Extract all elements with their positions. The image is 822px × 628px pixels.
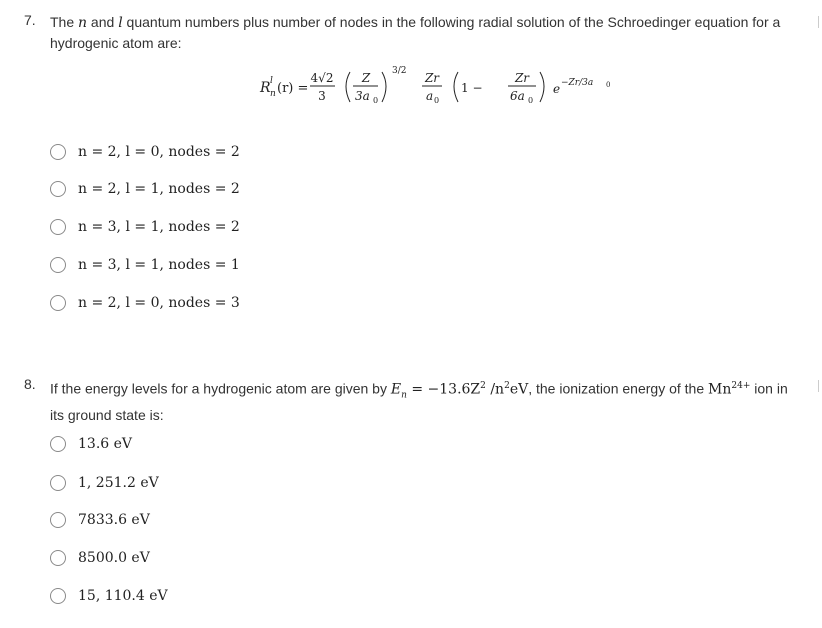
question-number: 8. [24, 376, 36, 392]
radio-button[interactable] [50, 257, 66, 273]
frac3-numerator: Zr [514, 71, 530, 85]
math-subscript: n [401, 390, 407, 401]
answer-option-4[interactable] [50, 550, 150, 566]
option-label: 15, 110.4 eV [78, 588, 168, 604]
left-paren [346, 72, 350, 102]
answer-option-2[interactable] [50, 475, 159, 491]
radio-button[interactable] [50, 436, 66, 452]
answer-option-3[interactable] [50, 512, 150, 528]
option-label: n = 2, l = 0, nodes = 2 [78, 144, 240, 160]
answer-option-3[interactable] [50, 219, 240, 235]
frac2-numerator: Zr [424, 71, 440, 85]
text-segment: ion in [750, 380, 788, 397]
left-paren [454, 72, 458, 102]
text-segment: quantum numbers plus number of nodes in the following radial solution of the Schroedinger equation for a [122, 14, 781, 30]
exponent: −Zr/3a [561, 78, 594, 88]
math-ion-charge: 24+ [731, 381, 751, 391]
radio-button[interactable] [50, 144, 66, 160]
one-minus: 1 − [461, 81, 483, 95]
exponent-sub: 0 [606, 81, 611, 89]
frac1-denominator: 3a [355, 89, 370, 103]
math-superscript: 2 [480, 381, 486, 391]
math-unit: eV [509, 381, 529, 398]
text-segment: , the ionization energy of the [528, 380, 709, 397]
frac3-denominator-sub: 0 [528, 96, 534, 105]
radio-button[interactable] [50, 181, 66, 197]
option-label: n = 3, l = 1, nodes = 2 [78, 219, 240, 235]
math-superscript: 2 [504, 381, 510, 391]
math-ion: Mn [708, 381, 732, 398]
coef-denominator: 3 [318, 89, 326, 103]
math-equation: /n [485, 381, 505, 398]
radio-button[interactable] [50, 588, 66, 604]
math-equation: = −13.6Z [406, 381, 481, 398]
radio-button[interactable] [50, 550, 66, 566]
text-segment: If the energy levels for a hydrogenic atom are given by [50, 380, 391, 397]
text-segment: its ground state is: [50, 407, 164, 424]
right-paren [382, 72, 386, 102]
formula-lhs-sub: n [270, 89, 276, 99]
option-label: 7833.6 eV [78, 512, 150, 528]
right-paren [540, 72, 544, 102]
radio-button[interactable] [50, 219, 66, 235]
frac2-denominator-sub: 0 [434, 96, 440, 105]
answer-option-1[interactable] [50, 144, 240, 160]
formula-lhs: R [260, 80, 271, 96]
exp-base: e [553, 82, 561, 96]
frac1-denominator-sub: 0 [373, 96, 379, 105]
question-text [50, 12, 818, 53]
text-segment: hydrogenic atom are: [50, 35, 182, 51]
frac2-denominator: a [426, 89, 434, 103]
option-label: n = 3, l = 1, nodes = 1 [78, 257, 240, 273]
answer-option-2[interactable] [50, 181, 240, 197]
formula-lhs-sup: l [270, 76, 273, 86]
radial-wavefunction-formula [256, 62, 616, 112]
option-label: n = 2, l = 1, nodes = 2 [78, 181, 240, 197]
answer-option-1[interactable] [50, 436, 132, 452]
radio-button[interactable] [50, 295, 66, 311]
text-segment: and [87, 14, 119, 30]
answer-option-5[interactable] [50, 295, 240, 311]
answer-option-4[interactable] [50, 257, 240, 273]
radio-button[interactable] [50, 475, 66, 491]
option-label: 13.6 eV [78, 436, 133, 452]
formula-lhs-arg: (r) = [277, 81, 309, 96]
math-var-n: n [78, 15, 88, 31]
answer-option-5[interactable] [50, 588, 168, 604]
question-number: 7. [24, 12, 36, 28]
edge-divider [818, 16, 822, 28]
radio-button[interactable] [50, 512, 66, 528]
question-text [50, 376, 818, 425]
formula-power: 3/2 [392, 66, 407, 76]
frac3-denominator: 6a [510, 89, 525, 103]
option-label: n = 2, l = 0, nodes = 3 [78, 295, 240, 311]
option-label: 8500.0 eV [78, 550, 150, 566]
option-label: 1, 251.2 eV [78, 475, 159, 491]
math-var-l: l [118, 15, 123, 31]
coef-numerator: 4√2 [310, 71, 334, 85]
edge-divider [818, 380, 822, 392]
math-energy-symbol: E [390, 381, 402, 398]
text-segment: The [50, 14, 79, 30]
frac1-numerator: Z [361, 71, 371, 85]
